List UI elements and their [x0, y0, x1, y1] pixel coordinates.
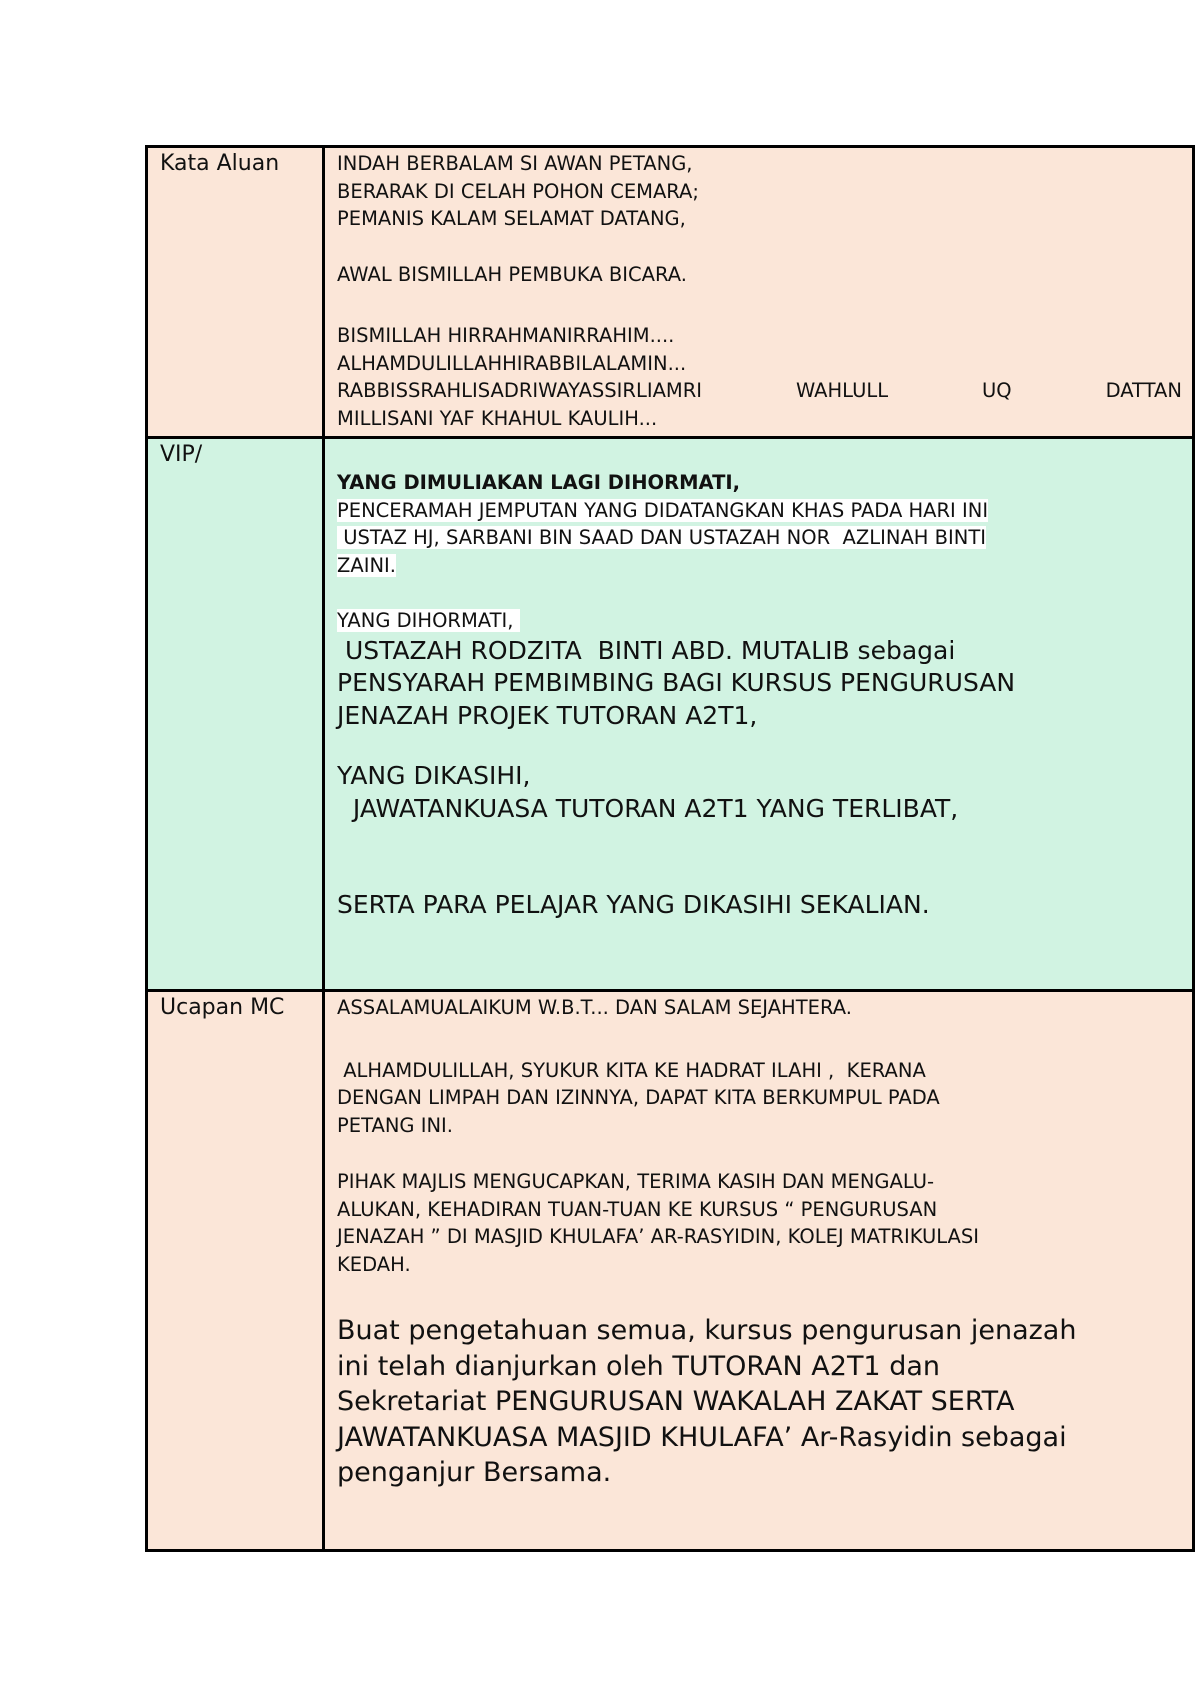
label-cell [147, 991, 324, 1551]
terima-kasih-line: JENAZAH ” DI MASJID KHULAFA’ AR-RASYIDIN, KOLEJ MATRIKULASI [337, 1225, 980, 1248]
serta-line: SERTA PARA PELAJAR YANG DIKASIHI SEKALIAN. [337, 890, 930, 919]
terima-kasih-line: KEDAH. [337, 1252, 411, 1276]
jawatankuasa-line: JAWATANKUASA TUTORAN A2T1 YANG TERLIBAT, [337, 793, 959, 823]
doa-line: MILLISANI YAF KHAHUL KAULIH... [337, 406, 658, 430]
pantun-line: INDAH BERBALAM SI AWAN PETANG, [337, 152, 693, 175]
penceramah-line: ZAINI. [337, 553, 396, 577]
pengetahuan-line: penganjur Bersama. [337, 1457, 612, 1488]
dikasihi-line: YANG DIKASIHI, [337, 761, 531, 790]
terima-kasih-line: PIHAK MAJLIS MENGUCAPKAN, TERIMA KASIH DAN MENGALU- [337, 1170, 935, 1193]
pantun-line: BERARAK DI CELAH POHON CEMARA; [337, 179, 699, 203]
penceramah-line: USTAZ HJ, SARBANI BIN SAAD DAN USTAZAH NOR AZLINAH BINTI [337, 526, 987, 549]
vip-heading: YANG DIMULIAKAN LAGI DIHORMATI, [337, 471, 741, 494]
label-cell [147, 147, 324, 438]
pantun-line: PEMANIS KALAM SELAMAT DATANG, [337, 207, 686, 230]
row-label: VIP/ [160, 442, 203, 467]
pengetahuan-line: Sekretariat PENGURUSAN WAKALAH ZAKAT SERTA [337, 1386, 1015, 1417]
content-cell [324, 438, 1194, 991]
row-label: Kata Aluan [160, 151, 280, 176]
syukur-line: DENGAN LIMPAH DAN IZINNYA, DAPAT KITA BERKUMPUL PADA [337, 1086, 940, 1109]
dihormati-line: YANG DIHORMATI, [337, 609, 520, 632]
salam-line: ASSALAMUALAIKUM W.B.T... DAN SALAM SEJAHTERA. [337, 996, 852, 1019]
pensyarah-line: PENSYARAH PEMBIMBING BAGI KURSUS PENGURUSAN [337, 668, 1016, 697]
content-cell [324, 147, 1194, 438]
doa-word: RABBISSRAHLISADRIWAYASSIRLIAMRI [337, 379, 703, 402]
doa-line: BISMILLAH HIRRAHMANIRRAHIM.... [337, 324, 675, 347]
row-label: Ucapan MC [160, 995, 285, 1020]
pantun-line: AWAL BISMILLAH PEMBUKA BICARA. [337, 262, 687, 286]
doa-word: WAHLULL [795, 379, 889, 402]
penceramah-line: PENCERAMAH JEMPUTAN YANG DIDATANGKAN KHAS PADA HARI INI [337, 498, 989, 522]
pengetahuan-line: ini telah dianjurkan oleh TUTORAN A2T1 dan [337, 1350, 940, 1382]
label-cell [147, 438, 324, 991]
pengetahuan-line: JAWATANKUASA MASJID KHULAFA’ Ar-Rasyidin sebagai [337, 1421, 1067, 1453]
script-table [145, 145, 1195, 1552]
syukur-line: ALHAMDULILLAH, SYUKUR KITA KE HADRAT ILAHI , KERANA [337, 1058, 926, 1082]
content-cell [324, 991, 1194, 1551]
doa-line: ALHAMDULILLAHHIRABBILALAMIN... [337, 351, 687, 375]
terima-kasih-line: ALUKAN, KEHADIRAN TUAN-TUAN KE KURSUS “ PENGURUSAN [337, 1197, 938, 1221]
row-ucapan-mc [147, 991, 1194, 1551]
syukur-line: PETANG INI. [337, 1113, 454, 1137]
row-kata-aluan [147, 147, 1194, 438]
row-vip [147, 438, 1194, 991]
doa-line-justified [337, 377, 1182, 405]
doa-word: DATTAN [1105, 379, 1182, 402]
pensyarah-line: JENAZAH PROJEK TUTORAN A2T1, [337, 700, 758, 730]
doa-word: UQ [982, 379, 1012, 402]
pensyarah-line: USTAZAH RODZITA BINTI ABD. MUTALIB sebagai [337, 635, 956, 665]
pengetahuan-line: Buat pengetahuan semua, kursus pengurusan jenazah [337, 1315, 1077, 1346]
